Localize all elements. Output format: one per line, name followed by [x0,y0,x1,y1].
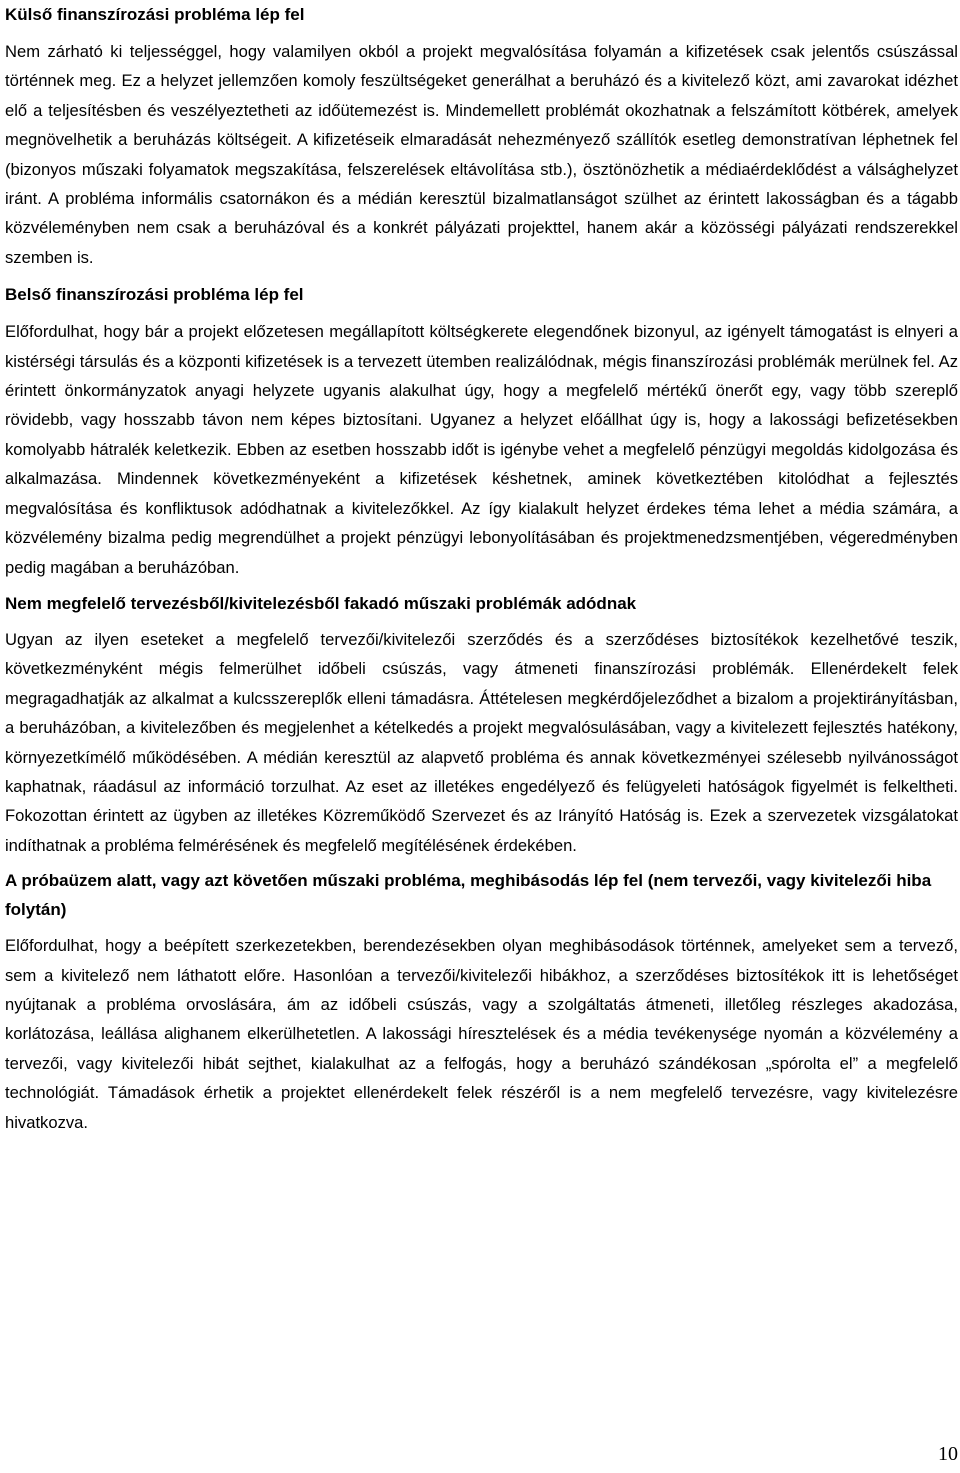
section-heading-technical-problems: Nem megfelelő tervezésből/kivitelezésből fakadó műszaki problémák adódnak [5,593,637,613]
document-page [5,0,958,1137]
section-heading-internal-financing: Belső finanszírozási probléma lép fel [5,285,304,305]
section-body-internal-financing: Előfordulhat, hogy bár a projekt előzetesen megállapított költségkerete elegendőnek bizonyul, az igényelt támogatást is elnyeri a kistérségi társulás és a központi kifizetések is a tervezett ütemben realizálódnak, mégis finanszírozási problémák merülnek fel. Az érintett önkormányzatok anyagi helyzete ugyanis alakulhat úgy, hogy a megfelelő mértékű önerőt egy, vagy több szereplő rövidebb, vagy hosszabb távon nem képes biztosítani. Ugyanez a helyzet előállhat úgy is, hogy a lakossági befizetésekben komolyabb hátralék keletkezik. Ebben az esetben hosszabb időt is igénybe vehet a megfelelő pénzügyi megoldás kidolgozása és alkalmazása. Mindennek következményeként a kifizetések késhetnek, aminek következtében kitolódhat a fejlesztés megvalósítása és konfliktusok adódhatnak a kivitelezőkkel. Az így kialakult helyzet érdekes téma lehet a média számára, a közvélemény bizalma pedig megrendülhet a projekt pénzügyi lebonyolításában és projektmenedzsmentjében, végeredményben pedig magában a beruházóban. [5,322,958,577]
section-heading-external-financing: Külső finanszírozási probléma lép fel [5,5,305,24]
section-body-trial-run-failure: Előfordulhat, hogy a beépített szerkezetekben, berendezésekben olyan meghibásodások történnek, amelyeket sem a tervező, sem a kivitelező nem láthatott előre. Hasonlóan a tervezői/kivitelezői hibákhoz, a szerződéses biztosítékok itt is lehetőséget nyújtanak a probléma orvoslására, ám az időbeli csúszás, vagy a szolgáltatás átmeneti, illetőleg részleges akadozása, korlátozása, leállása alighanem elkerülhetetlen. A lakossági híresztelések és a média tevékenysége nyomán a közvélemény a tervezői, vagy kivitelezői hibát sejthet, kialakulhat az a felfogás, hogy a beruházó szándékosan „spórolta el” a megfelelő technológiát. Támadások érhetik a projektet ellenérdekelt felek részéről is a nem megfelelő tervezésre, vagy kivitelezésre hivatkozva. [5,936,958,1132]
section-heading-trial-run-failure: A próbaüzem alatt, vagy azt követően műszaki probléma, meghibásodás lép fel (nem tervezői, vagy kivitelezői hiba folytán) [5,871,932,920]
page-number: 10 [938,1443,958,1465]
section-body-technical-problems: Ugyan az ilyen eseteket a megfelelő tervezői/kivitelezői szerződés és a szerződéses biztosítékok kezelhetővé teszik, következményként mégis felmerülhet időbeli csúszás, vagy átmeneti finanszírozási problémák. Ellenérdekelt felek megragadhatják az alkalmat a kulcsszereplők elleni támadásra. Áttételesen megkérdőjeleződhet a bizalom a projektirányításban, a beruházóban, a kivitelezőben és megjelenhet a kételkedés a projekt megvalósulásában, vagy a kivitelezett fejlesztés hatékony, környezetkímélő működésében. A médián keresztül az alapvető probléma és annak következményei szélesebb nyilvánosságot kaphatnak, ráadásul az információ torzulhat. Az eset az illetékes engedélyező és felügyeleti hatóságok figyelmét is felkeltheti. Fokozottan érintett az ügyben az illetékes Közreműködő Szervezet és az Irányító Hatóság is. Ezek a szervezetek vizsgálatokat indíthatnak a probléma felmérésének és megfelelő megítélésének érdekében. [5,629,958,855]
section-body-external-financing: Nem zárható ki teljességgel, hogy valamilyen okból a projekt megvalósítása folyamán a kifizetések csak jelentős csúszással történnek meg. Ez a helyzet jellemzően komoly feszültségeket generálhat a beruházó és a kivitelező közt, ami zavarokat idézhet elő a teljesítésben és veszélyeztetheti az időütemezést is. Mindemellett problémát okozhatnak a felszámított kötbérek, amelyek megnövelhetik a beruházás költségeit. A kifizetéseik elmaradását nehezményező szállítók esetleg demonstratívan léphetnek fel (bizonyos műszaki folyamatok megszakítása, felszerelések eltávolítása stb.), ösztönözhetik a médiaérdeklődést a válsághelyzet iránt. A probléma informális csatornákon és a médián keresztül bizalmatlanságot szülhet az érintett lakosságban és a tágabb közvéleményben nem csak a beruházóval és a konkrét pályázati projekttel, hanem akár a közösségi pályázati rendszerekkel szemben is. [5,42,958,267]
